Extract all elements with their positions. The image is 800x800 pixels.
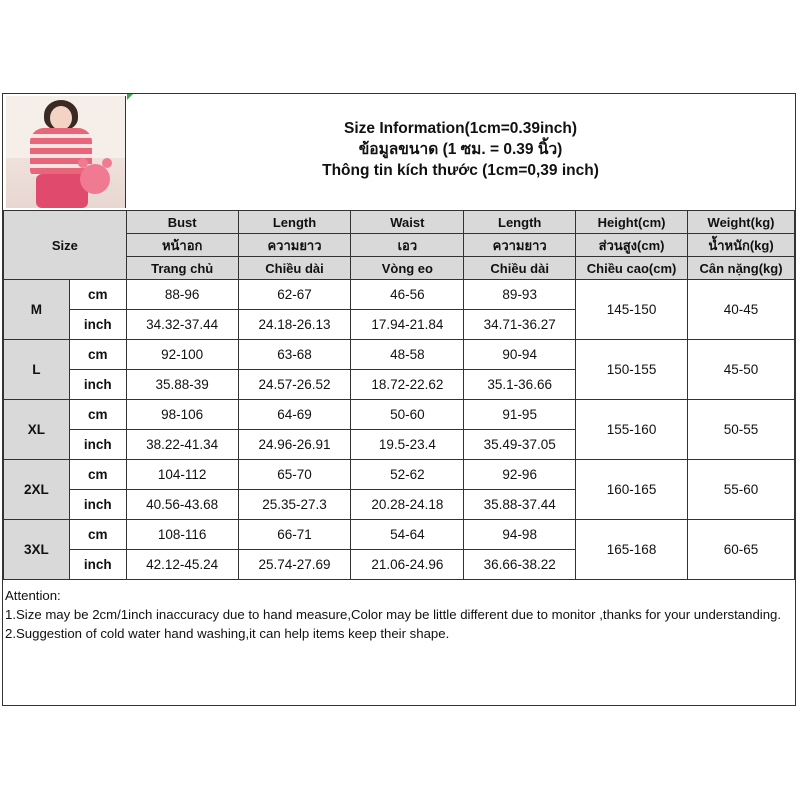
table-cell: 54-64: [351, 520, 464, 550]
height-cell: 160-165: [576, 460, 688, 520]
table-cell: 64-69: [238, 400, 351, 430]
size-name: L: [4, 340, 70, 400]
table-row: [4, 460, 795, 490]
table-cell: 25.35-27.3: [238, 490, 351, 520]
col-header-th: หน้าอก: [126, 234, 238, 257]
table-cell: 48-58: [351, 340, 464, 370]
header-row-english: [4, 211, 795, 234]
table-cell: 46-56: [351, 280, 464, 310]
table-cell: 94-98: [464, 520, 576, 550]
unit-label: cm: [69, 280, 126, 310]
table-cell: 50-60: [351, 400, 464, 430]
teddy-bear: [80, 164, 110, 194]
product-photo: [6, 96, 126, 208]
col-header-th: เอว: [351, 234, 464, 257]
col-header-th: ความยาว: [238, 234, 351, 257]
unit-label: inch: [69, 310, 126, 340]
col-header-th: ส่วนสูง(cm): [576, 234, 688, 257]
unit-label: cm: [69, 520, 126, 550]
table-cell: 66-71: [238, 520, 351, 550]
col-header-vi: Vòng eo: [351, 257, 464, 280]
table-cell: 40.56-43.68: [126, 490, 238, 520]
col-header-vi: Chiều dài: [238, 257, 351, 280]
attention-note-2: 2.Suggestion of cold water hand washing,it can help items keep their shape.: [5, 626, 450, 641]
table-cell: 88-96: [126, 280, 238, 310]
title-thai: ข้อมูลขนาด (1 ซม. = 0.39 นิ้ว): [358, 141, 563, 158]
table-cell: 42.12-45.24: [126, 550, 238, 580]
size-table: [3, 210, 795, 580]
table-cell: 21.06-24.96: [351, 550, 464, 580]
table-cell: 89-93: [464, 280, 576, 310]
table-cell: 98-106: [126, 400, 238, 430]
col-header-en: Waist: [351, 211, 464, 234]
table-cell: 35.49-37.05: [464, 430, 576, 460]
weight-cell: 60-65: [688, 520, 795, 580]
height-cell: 155-160: [576, 400, 688, 460]
table-cell: 20.28-24.18: [351, 490, 464, 520]
weight-cell: 55-60: [688, 460, 795, 520]
unit-label: cm: [69, 400, 126, 430]
table-cell: 34.32-37.44: [126, 310, 238, 340]
table-cell: 65-70: [238, 460, 351, 490]
table-cell: 35.1-36.66: [464, 370, 576, 400]
height-cell: 150-155: [576, 340, 688, 400]
table-cell: 63-68: [238, 340, 351, 370]
attention-heading: Attention:: [5, 588, 61, 603]
table-cell: 17.94-21.84: [351, 310, 464, 340]
table-cell: 38.22-41.34: [126, 430, 238, 460]
col-header-en: Weight(kg): [688, 211, 795, 234]
table-cell: 62-67: [238, 280, 351, 310]
size-name: 2XL: [4, 460, 70, 520]
size-name: 3XL: [4, 520, 70, 580]
table-cell: 19.5-23.4: [351, 430, 464, 460]
title-block: [126, 94, 795, 210]
col-header-en: Height(cm): [576, 211, 688, 234]
table-cell: 104-112: [126, 460, 238, 490]
table-cell: 92-100: [126, 340, 238, 370]
unit-label: inch: [69, 550, 126, 580]
height-cell: 145-150: [576, 280, 688, 340]
table-cell: 34.71-36.27: [464, 310, 576, 340]
table-row: [4, 400, 795, 430]
unit-label: inch: [69, 370, 126, 400]
table-row: [4, 280, 795, 310]
chart-header: [3, 94, 795, 211]
unit-label: cm: [69, 340, 126, 370]
table-cell: 24.96-26.91: [238, 430, 351, 460]
unit-label: cm: [69, 460, 126, 490]
table-cell: 25.74-27.69: [238, 550, 351, 580]
weight-cell: 45-50: [688, 340, 795, 400]
title-english: Size Information(1cm=0.39inch): [344, 120, 577, 137]
table-cell: 35.88-39: [126, 370, 238, 400]
size-column-header: Size: [4, 211, 127, 280]
size-name: M: [4, 280, 70, 340]
title-vietnamese: Thông tin kích thước (1cm=0,39 inch): [322, 162, 599, 179]
attention-note-1: 1.Size may be 2cm/1inch inaccuracy due to hand measure,Color may be little different due to monitor ,thanks for your understanding.: [5, 607, 782, 622]
table-cell: 18.72-22.62: [351, 370, 464, 400]
col-header-vi: Chiều dài: [464, 257, 576, 280]
table-row: [4, 340, 795, 370]
col-header-vi: Cân nặng(kg): [688, 257, 795, 280]
table-cell: 24.57-26.52: [238, 370, 351, 400]
table-cell: 35.88-37.44: [464, 490, 576, 520]
table-cell: 108-116: [126, 520, 238, 550]
attention-notes: [5, 586, 785, 643]
model-face: [50, 106, 72, 130]
col-header-th: น้ำหนัก(kg): [688, 234, 795, 257]
weight-cell: 40-45: [688, 280, 795, 340]
col-header-vi: Chiều cao(cm): [576, 257, 688, 280]
table-cell: 90-94: [464, 340, 576, 370]
unit-label: inch: [69, 430, 126, 460]
size-name: XL: [4, 400, 70, 460]
col-header-en: Bust: [126, 211, 238, 234]
unit-label: inch: [69, 490, 126, 520]
weight-cell: 50-55: [688, 400, 795, 460]
table-cell: 92-96: [464, 460, 576, 490]
table-cell: 52-62: [351, 460, 464, 490]
col-header-th: ความยาว: [464, 234, 576, 257]
table-cell: 36.66-38.22: [464, 550, 576, 580]
table-cell: 24.18-26.13: [238, 310, 351, 340]
size-chart: [2, 93, 796, 706]
table-cell: 91-95: [464, 400, 576, 430]
col-header-en: Length: [238, 211, 351, 234]
col-header-vi: Trang chủ: [126, 257, 238, 280]
col-header-en: Length: [464, 211, 576, 234]
table-row: [4, 520, 795, 550]
height-cell: 165-168: [576, 520, 688, 580]
